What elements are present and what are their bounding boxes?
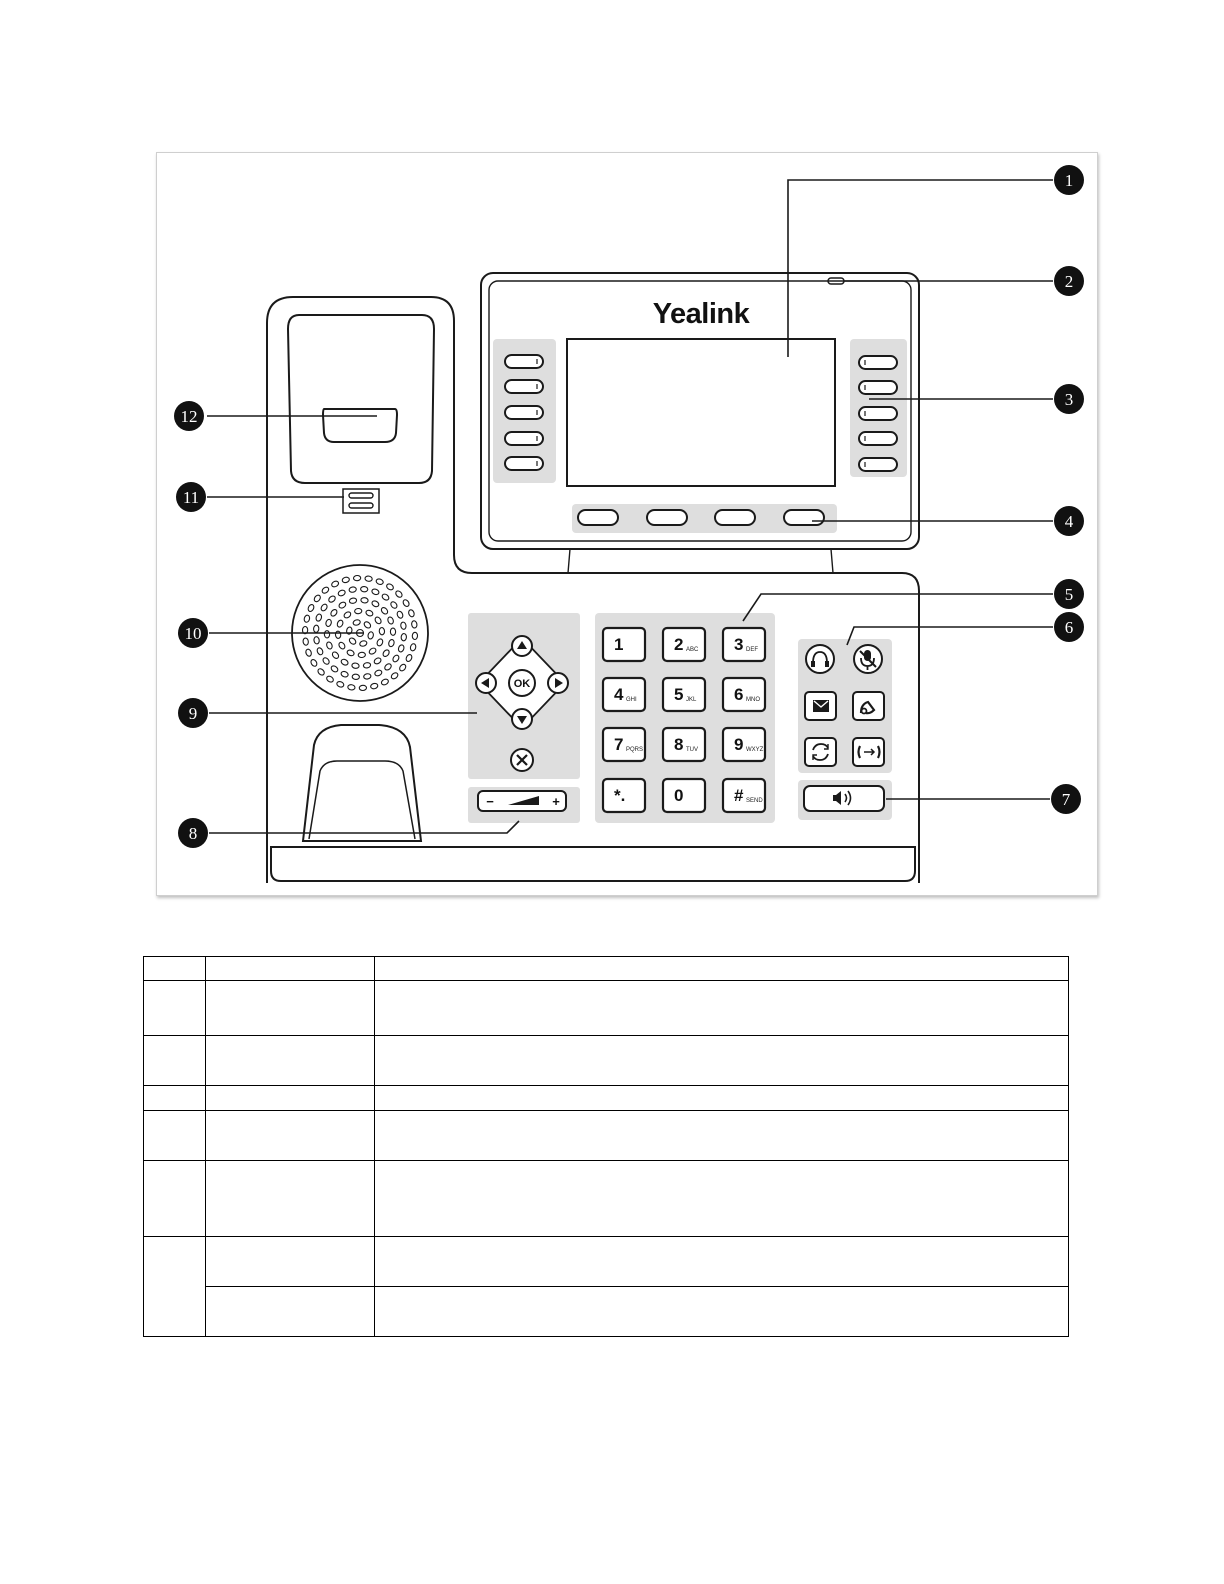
headset-key xyxy=(806,645,834,673)
key-digit: 5 xyxy=(674,685,684,704)
callout-6 xyxy=(1054,612,1084,642)
table-cell xyxy=(206,1036,375,1086)
handset-rest xyxy=(303,725,421,841)
phone-diagram-svg xyxy=(157,153,1097,895)
leader-line-5 xyxy=(743,594,1053,621)
table-cell xyxy=(206,1111,375,1161)
key-digit: # xyxy=(734,786,744,805)
callout-11 xyxy=(176,482,206,512)
key-letters: GHI xyxy=(626,697,637,703)
keypad-key-2 xyxy=(663,628,705,661)
leader-line-1 xyxy=(788,180,1053,357)
table-row xyxy=(144,1161,1069,1237)
hookswitch-tab xyxy=(323,409,397,442)
table-cell xyxy=(375,957,1069,981)
key-digit: 2 xyxy=(674,635,684,654)
keypad-key-5 xyxy=(663,678,705,711)
table-cell xyxy=(144,957,206,981)
key-digit: 0 xyxy=(674,786,684,805)
softkey-4 xyxy=(784,510,824,525)
table-cell xyxy=(144,1111,206,1161)
table-cell xyxy=(206,1161,375,1237)
table-cell xyxy=(375,1161,1069,1237)
key-digit: 6 xyxy=(734,685,744,704)
table-cell xyxy=(206,1287,375,1337)
callout-number: 12 xyxy=(180,407,198,426)
key-digit: 1 xyxy=(614,635,624,654)
handset-cradle xyxy=(288,315,434,483)
volume-minus-label: − xyxy=(486,794,494,809)
table-cell xyxy=(206,981,375,1036)
callout-12 xyxy=(174,401,204,431)
ok-key-label: OK xyxy=(513,678,531,690)
callout-2 xyxy=(1054,266,1084,296)
key-letters: JKL xyxy=(686,697,697,703)
key-letters: PQRS xyxy=(626,747,644,753)
table-cell xyxy=(206,1237,375,1287)
softkey-1 xyxy=(578,510,618,525)
callout-7 xyxy=(1051,784,1081,814)
table-row xyxy=(144,1237,1069,1287)
keypad-key-11 xyxy=(663,779,705,812)
callout-number: 4 xyxy=(1064,512,1074,531)
key-letters: MNO xyxy=(746,697,760,703)
key-digit: 3 xyxy=(734,635,744,654)
callout-number: 11 xyxy=(182,488,200,507)
callout-number: 7 xyxy=(1061,790,1071,809)
keypad-key-1 xyxy=(603,628,645,661)
table-row xyxy=(144,957,1069,981)
phone-base-tray xyxy=(271,847,915,881)
callout-number: 6 xyxy=(1064,618,1074,637)
callout-8 xyxy=(178,818,208,848)
table-cell xyxy=(375,1237,1069,1287)
callout-number: 5 xyxy=(1064,585,1074,604)
yealink-logo: Yealink xyxy=(652,298,750,330)
callout-5 xyxy=(1054,579,1084,609)
key-letters: TUV xyxy=(686,747,698,753)
keypad-key-7 xyxy=(603,728,645,761)
table-cell xyxy=(144,1161,206,1237)
hold-key xyxy=(805,738,836,766)
callout-number: 2 xyxy=(1064,272,1074,291)
key-digit: *. xyxy=(614,786,626,805)
key-digit: 9 xyxy=(734,735,744,754)
table-cell xyxy=(375,1287,1069,1337)
callout-1 xyxy=(1054,165,1084,195)
callout-4 xyxy=(1054,506,1084,536)
key-letters: WXYZ xyxy=(746,747,764,753)
callout-3 xyxy=(1054,384,1084,414)
table-cell xyxy=(375,981,1069,1036)
key-digit: 8 xyxy=(674,735,684,754)
table-row xyxy=(144,1036,1069,1086)
table-cell xyxy=(206,957,375,981)
callout-10 xyxy=(178,618,208,648)
callout-number: 10 xyxy=(184,624,202,643)
lcd-screen xyxy=(567,339,835,486)
table-cell xyxy=(375,1111,1069,1161)
callout-9 xyxy=(178,698,208,728)
table-cell xyxy=(144,1237,206,1337)
table-cell xyxy=(144,1086,206,1111)
table-row xyxy=(144,1111,1069,1161)
callout-number: 8 xyxy=(188,824,198,843)
speakerphone-key xyxy=(804,786,884,811)
key-letters: ABC xyxy=(686,647,699,653)
callout-number: 1 xyxy=(1064,171,1074,190)
softkey-3 xyxy=(715,510,755,525)
keypad-key-8 xyxy=(663,728,705,761)
table-cell xyxy=(375,1086,1069,1111)
envelope-icon xyxy=(813,700,829,712)
table-cell xyxy=(144,1036,206,1086)
keypad-key-3 xyxy=(723,628,765,661)
table-row xyxy=(144,1287,1069,1337)
table-cell xyxy=(144,981,206,1036)
phone-diagram-figure xyxy=(156,152,1098,896)
table-row xyxy=(144,981,1069,1036)
callout-number: 9 xyxy=(188,704,198,723)
volume-plus-label: + xyxy=(552,794,560,809)
table-cell xyxy=(375,1036,1069,1086)
callout-number: 3 xyxy=(1064,390,1074,409)
redial-key xyxy=(853,692,884,720)
table-cell xyxy=(206,1086,375,1111)
key-digit: 7 xyxy=(614,735,624,754)
keypad-key-10 xyxy=(603,779,645,812)
keypad-key-6 xyxy=(723,678,765,711)
keypad-key-4 xyxy=(603,678,645,711)
table-row xyxy=(144,1086,1069,1111)
softkey-2 xyxy=(647,510,687,525)
key-letters: SEND xyxy=(746,798,763,804)
key-digit: 4 xyxy=(614,685,624,704)
key-letters: DEF xyxy=(746,647,758,653)
keypad-key-9 xyxy=(723,728,765,761)
phone-parts-table xyxy=(143,956,1069,1337)
keypad-key-12 xyxy=(723,779,765,812)
